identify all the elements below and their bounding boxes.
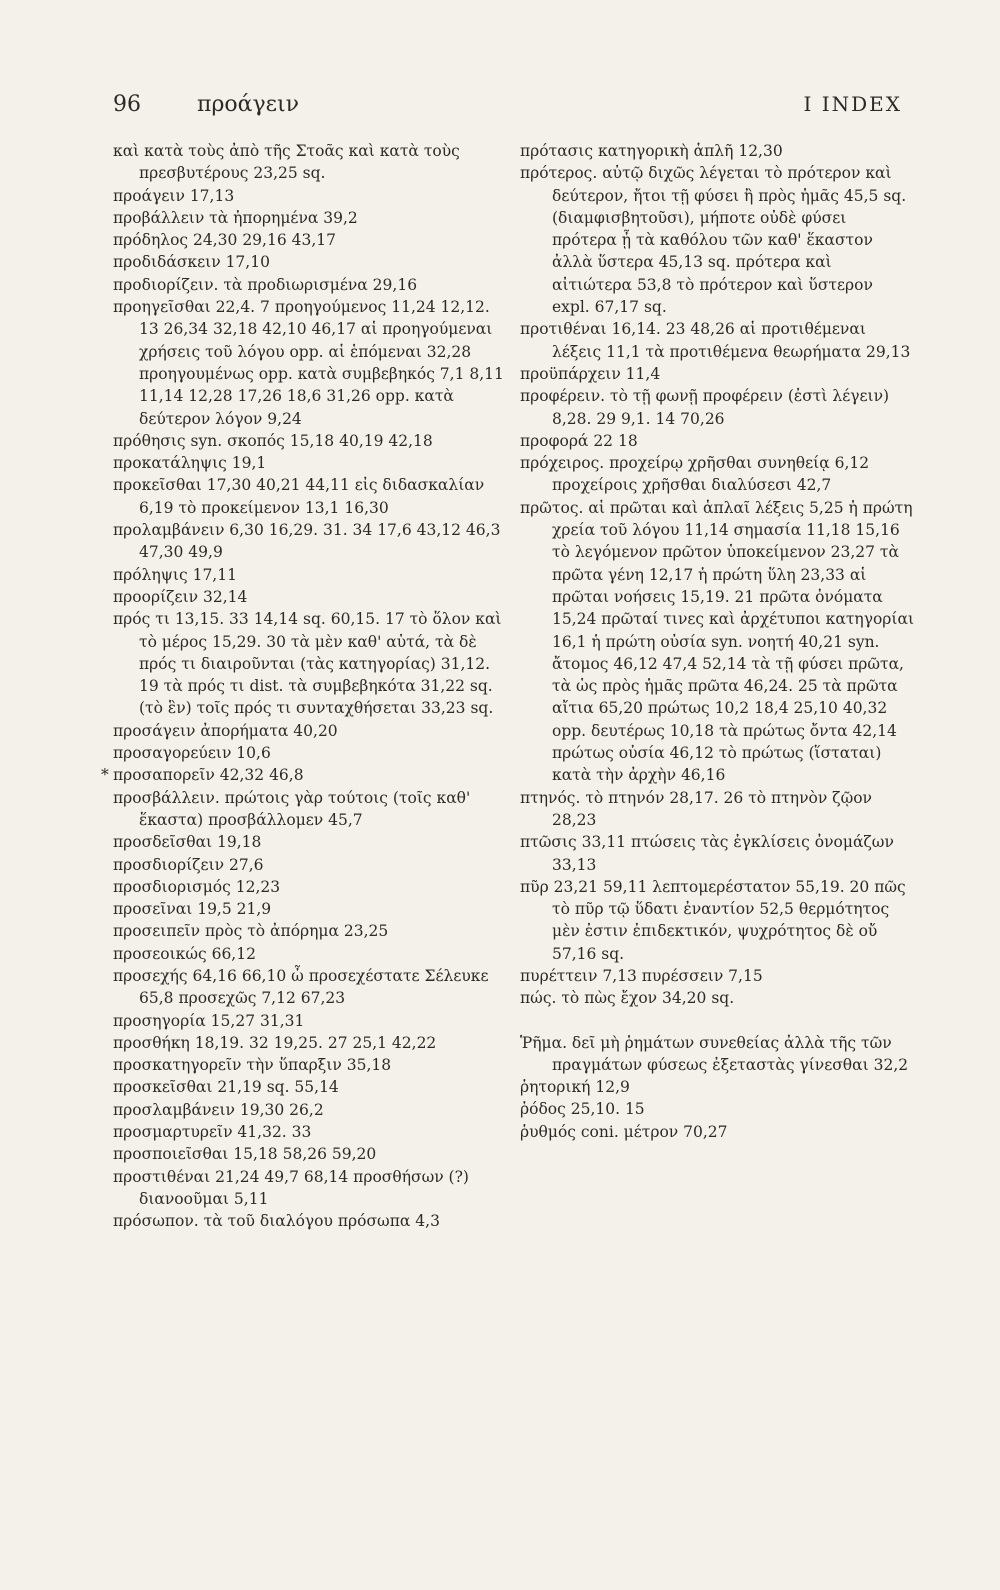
entry-text: προσθήκη 18,19. 32 19,25. 27 25,1 42,22 xyxy=(113,1033,437,1052)
index-entry xyxy=(520,1032,915,1077)
index-entry xyxy=(113,876,508,898)
entry-text: πρός τι 13,15. 33 14,14 sq. 60,15. 17 τὸ ὅλον καὶ τὸ μέρος 15,29. 30 τὰ μὲν καθ' αὑτά, τὰ δὲ πρός τι διαιροῦνται (τὰς κατηγορίας) 31,12. 19 τὰ πρός τι dist. τὰ συμβεβηκότα 31,22 sq. (τὸ ἓν) τοῖς πρός τι συνταχθήσεται 33,23 sq. xyxy=(113,610,502,718)
index-entry xyxy=(113,474,508,519)
index-entry xyxy=(113,296,508,430)
index-entry xyxy=(520,876,915,965)
entry-text: προσαπορεῖν 42,32 46,8 xyxy=(113,766,304,785)
index-entry xyxy=(113,519,508,564)
index-entry xyxy=(520,1121,915,1143)
entry-text: προκατάληψις 19,1 xyxy=(113,454,267,473)
index-entry xyxy=(113,720,508,742)
entry-text: προσποιεῖσθαι 15,18 58,26 59,20 xyxy=(113,1145,377,1164)
index-entry xyxy=(520,497,915,787)
index-entry xyxy=(113,274,508,296)
index-entry xyxy=(113,943,508,965)
index-entry xyxy=(113,831,508,853)
entry-text: προσηγορία 15,27 31,31 xyxy=(113,1011,305,1030)
entry-text: προηγεῖσθαι 22,4. 7 προηγούμενος 11,24 12,12. 13 26,34 32,18 42,10 46,17 αἱ προηγούμεναι χρήσεις τοῦ λόγου opp. αἱ ἑπόμεναι 32,28 προηγουμένως opp. κατὰ συμβεβηκός 7,1 8,11 11,14 12,28 17,26 18,6 31,26 opp. κατὰ δεύτερον λόγον 9,24 xyxy=(113,298,504,428)
entry-text: προσμαρτυρεῖν 41,32. 33 xyxy=(113,1123,312,1142)
index-entry xyxy=(520,363,915,385)
index-entry xyxy=(113,452,508,474)
entry-text: Ῥῆμα. δεῖ μὴ ῥημάτων συνεθείας ἀλλὰ τῆς τῶν πραγμάτων φύσεως ἐξεταστὰς γίνεσθαι 32,2 xyxy=(520,1033,909,1074)
index-entry xyxy=(113,898,508,920)
entry-text: ῥητορική 12,9 xyxy=(520,1078,630,1097)
index-entry xyxy=(520,1076,915,1098)
entry-text: προφέρειν. τὸ τῇ φωνῇ προφέρειν (ἐστὶ λέγειν) 8,28. 29 9,1. 14 70,26 xyxy=(520,387,890,428)
entry-text: πρόδηλος 24,30 29,16 43,17 xyxy=(113,231,336,250)
index-entry xyxy=(520,140,915,162)
index-entry xyxy=(113,854,508,876)
index-entry xyxy=(113,1143,508,1165)
index-entry xyxy=(520,385,915,430)
index-entry xyxy=(113,430,508,452)
index-entry xyxy=(520,831,915,876)
index-entry xyxy=(113,1076,508,1098)
entry-text: ῥόδος 25,10. 15 xyxy=(520,1100,645,1119)
entry-text: πρόληψις 17,11 xyxy=(113,565,237,584)
index-entry xyxy=(113,1054,508,1076)
index-entry xyxy=(113,920,508,942)
running-header xyxy=(0,92,1000,132)
entry-text: πυρέττειν 7,13 πυρέσσειν 7,15 xyxy=(520,966,763,985)
entry-text: προσκατηγορεῖν τὴν ὕπαρξιν 35,18 xyxy=(113,1056,392,1075)
entry-text: προσλαμβάνειν 19,30 26,2 xyxy=(113,1100,324,1119)
right-column xyxy=(520,140,915,1143)
index-entry xyxy=(113,1121,508,1143)
entry-text: προτιθέναι 16,14. 23 48,26 αἱ προτιθέμεναι λέξεις 11,1 τὰ προτιθέμενα θεωρήματα 29,13 xyxy=(520,320,911,361)
entry-text: πρόθησις syn. σκοπός 15,18 40,19 42,18 xyxy=(113,431,433,450)
index-entry xyxy=(113,1032,508,1054)
index-entry xyxy=(113,742,508,764)
entry-text: πρότερος. αὐτῷ διχῶς λέγεται τὸ πρότερον καὶ δεύτερον, ἤτοι τῇ φύσει ἢ πρὸς ἡμᾶς 45,5 sq. (διαμφισβητοῦσι), μήποτε οὐδὲ φύσει πρότερα ᾖ τὰ καθόλου τῶν καθ' ἕκαστον ἀλλὰ ὕστερα 45,13 sq. πρότερα καὶ αἰτιώτερα 53,8 τὸ πρότερον καὶ ὕστερον expl. 67,17 sq. xyxy=(520,164,907,317)
entry-text: ῥυθμός coni. μέτρον 70,27 xyxy=(520,1122,728,1141)
entry-text: προλαμβάνειν 6,30 16,29. 31. 34 17,6 43,12 46,3 47,30 49,9 xyxy=(113,521,501,562)
entry-text: προσάγειν ἀπορήματα 40,20 xyxy=(113,721,338,740)
left-column xyxy=(101,140,508,1233)
entry-text: πτῶσις 33,11 πτώσεις τὰς ἐγκλίσεις ὀνομάζων 33,13 xyxy=(520,833,894,874)
index-entry xyxy=(113,140,508,185)
index-entry xyxy=(113,207,508,229)
entry-gap xyxy=(520,1010,915,1032)
entry-text: πῦρ 23,21 59,11 λεπτομερέστατον 55,19. 20 πῶς τὸ πῦρ τῷ ὕδατι ἐναντίον 52,5 θερμότητος μὲν ἐστιν ἐπιδεκτικόν, ψυχρότητος δὲ οὔ 57,16 sq. xyxy=(520,877,906,963)
index-entry xyxy=(113,965,508,1010)
entry-text: προκεῖσθαι 17,30 40,21 44,11 εἰς διδασκαλίαν 6,19 τὸ προκείμενον 13,1 16,30 xyxy=(113,476,485,517)
entry-text: προσαγορεύειν 10,6 xyxy=(113,744,271,763)
entry-text: πτηνός. τὸ πτηνόν 28,17. 26 τὸ πτηνὸν ζῷον 28,23 xyxy=(520,788,872,829)
entry-text: προσεχής 64,16 66,10 ὦ προσεχέστατε Σέλευκε 65,8 προσεχῶς 7,12 67,23 xyxy=(113,966,489,1008)
asterisk-mark: * xyxy=(101,766,109,785)
entry-text: προδιορίζειν. τὰ προδιωρισμένα 29,16 xyxy=(113,275,418,294)
entry-text: πρόχειρος. προχείρῳ χρῆσθαι συνηθείᾳ 6,12 προχείροις χρῆσθαι διαλύσεσι 42,7 xyxy=(520,454,870,495)
entry-text: προβάλλειν τὰ ἠπορημένα 39,2 xyxy=(113,208,358,227)
index-entry xyxy=(113,608,508,719)
index-entry xyxy=(113,1210,508,1232)
index-entry xyxy=(113,787,508,832)
page-number: 96 xyxy=(113,92,141,117)
section-title: I INDEX xyxy=(803,92,902,116)
entry-text: πρῶτος. αἱ πρῶται καὶ ἁπλαῖ λέξεις 5,25 ἡ πρώτη χρεία τοῦ λόγου 11,14 σημασία 11,18 15,16 τὸ λεγόμενον πρῶτον ὑποκείμενον 23,27 τὰ πρῶτα γένη 12,17 ἡ πρώτη ὕλη 23,33 αἱ πρῶται νοήσεις 15,19. 21 πρῶτα ὀνόματα 15,24 πρῶταί τινες καὶ ἀρχέτυποι κατηγορίαι 16,1 ἡ πρώτη οὐσία syn. νοητή 40,21 syn. ἄτομος 46,12 47,4 52,14 τὰ τῇ φύσει πρῶτα, τὰ ὡς πρὸς ἡμᾶς πρῶτα 46,24. 25 τὰ πρῶτα αἴτια 65,20 πρώτως 10,2 18,4 25,10 40,32 opp. δευτέρως 10,18 τὰ πρώτως ὄντα 42,14 πρώτως οὐσία 46,12 τὸ πρώτως (ἵσταται) κατὰ τὴν ἀρχὴν 46,16 xyxy=(520,498,915,785)
index-entry xyxy=(520,162,915,318)
entry-text: προϋπάρχειν 11,4 xyxy=(520,364,661,383)
entry-text: προσειπεῖν πρὸς τὸ ἀπόρημα 23,25 xyxy=(113,922,389,941)
index-entry xyxy=(101,764,508,786)
index-entry xyxy=(520,1098,915,1120)
entry-text: προσδεῖσθαι 19,18 xyxy=(113,833,262,852)
entry-text: προάγειν 17,13 xyxy=(113,186,235,205)
entry-text: πρότασις κατηγορικὴ ἁπλῆ 12,30 xyxy=(520,142,783,160)
index-entry xyxy=(520,452,915,497)
running-headword: προάγειν xyxy=(197,92,300,117)
entry-text: προσκεῖσθαι 21,19 sq. 55,14 xyxy=(113,1078,339,1097)
entry-text: προστιθέναι 21,24 49,7 68,14 προσθήσων (?) διανοοῦμαι 5,11 xyxy=(113,1167,469,1208)
entry-text: πρόσωπον. τὰ τοῦ διαλόγου πρόσωπα 4,3 xyxy=(113,1212,440,1231)
index-entry xyxy=(520,318,915,363)
entry-text: προσβάλλειν. πρώτοις γὰρ τούτοις (τοῖς καθ' ἕκαστα) προσβάλλομεν 45,7 xyxy=(113,788,471,829)
index-entry xyxy=(520,430,915,452)
index-entry xyxy=(113,1099,508,1121)
index-entry xyxy=(113,229,508,251)
index-entry xyxy=(113,564,508,586)
entry-text: προσδιορισμός 12,23 xyxy=(113,877,281,896)
index-entry xyxy=(113,185,508,207)
entry-text: προσδιορίζειν 27,6 xyxy=(113,855,264,874)
index-entry xyxy=(113,251,508,273)
index-entry xyxy=(520,787,915,832)
index-entry xyxy=(520,965,915,987)
index-entry xyxy=(520,987,915,1009)
entry-text: προορίζειν 32,14 xyxy=(113,587,248,606)
index-entry xyxy=(113,586,508,608)
entry-text: πώς. τὸ πὼς ἔχον 34,20 sq. xyxy=(520,989,735,1008)
index-entry xyxy=(113,1166,508,1211)
entry-text: προσεῖναι 19,5 21,9 xyxy=(113,900,272,919)
entry-text: προφορά 22 18 xyxy=(520,431,638,450)
entry-text: προδιδάσκειν 17,10 xyxy=(113,253,270,272)
entry-text: προσεοικώς 66,12 xyxy=(113,944,256,963)
entry-text: καὶ κατὰ τοὺς ἀπὸ τῆς Στοᾶς καὶ κατὰ τοὺς πρεσβυτέρους 23,25 sq. xyxy=(113,142,460,183)
index-entry xyxy=(113,1010,508,1032)
